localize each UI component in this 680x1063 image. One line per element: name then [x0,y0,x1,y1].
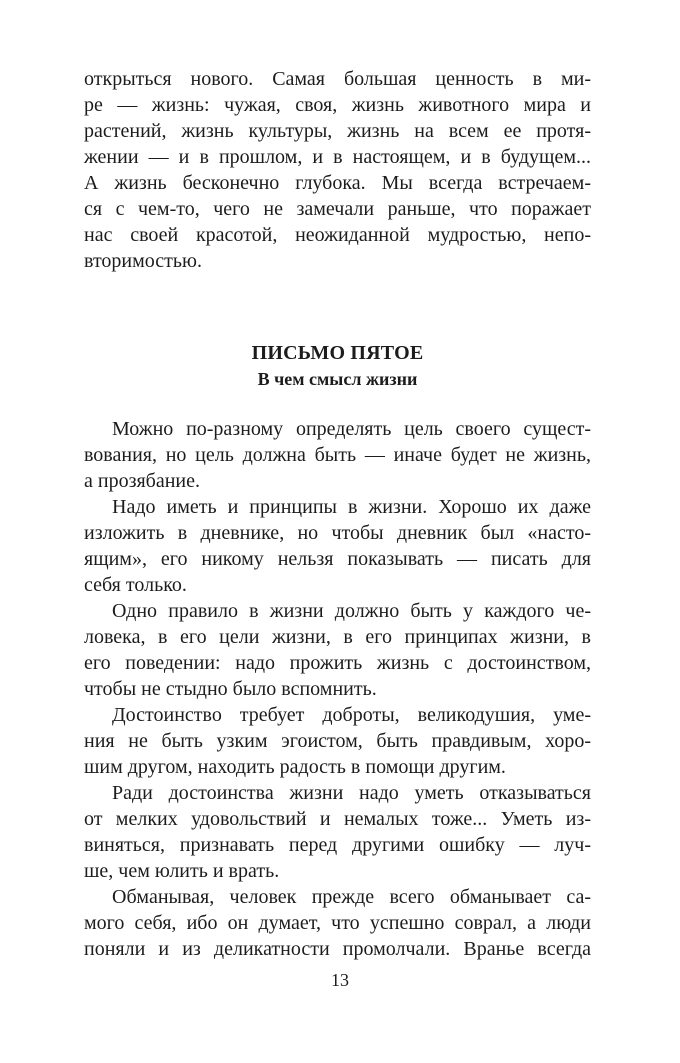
section-spacer [84,392,591,416]
section-spacer [84,274,591,340]
chapter-subtitle: В чем смысл жизни [257,369,418,389]
text-line: ре — жизнь: чужая, своя, жизнь животного мира и [84,94,591,116]
book-page [84,66,591,962]
text-line: его поведении: надо прожить жизнь с достоинством, [84,652,591,674]
text-line: ния не быть узким эгоистом, быть правдивым, хоро- [84,730,591,752]
paragraph [84,416,591,494]
text-line: Ради достоинства жизни надо уметь отказываться [112,782,591,804]
text-line: а прозябание. [84,470,201,492]
text-line: виняться, признавать перед другими ошибку — луч- [84,834,591,856]
text-line: А жизнь бесконечно глубока. Мы всегда встречаем- [84,172,591,194]
text-line: открыться нового. Самая большая ценность в ми- [84,68,591,90]
text-line: изложить в дневнике, но чтобы дневник был «насто- [84,522,591,544]
paragraph [84,598,591,702]
text-line: ящим», его никому нельзя показывать — писать для [84,548,591,570]
text-line: себя только. [84,574,187,596]
paragraph [84,494,591,598]
page-number: 13 [331,970,349,990]
text-line: поняли и из деликатности промолчали. Вранье всегда [84,938,591,960]
text-line: мого себя, ибо он думает, что успешно соврал, а люди [84,912,591,934]
text-line: шим другом, находить радость в помощи другим. [84,756,506,778]
text-line: ше, чем юлить и врать. [84,860,280,882]
text-line: ся с чем-то, чего не замечали раньше, что поражает [84,198,591,220]
text-line: ловека, в его цели жизни, в его принципах жизни, в [84,626,591,648]
text-line: нас своей красотой, неожиданной мудростью, непо- [84,224,591,246]
text-line: растений, жизнь культуры, жизнь на всем ее протя- [84,120,591,142]
chapter-title: ПИСЬМО ПЯТОЕ [251,342,424,364]
paragraph [84,702,591,780]
text-line: Обманывая, человек прежде всего обманывает са- [112,886,591,908]
paragraph [84,780,591,884]
paragraph [84,884,591,962]
text-line: вования, но цель должна быть — иначе будет не жизнь, [84,444,591,466]
text-line: вторимостью. [84,250,202,272]
text-line: Достоинство требует доброты, великодушия, уме- [112,704,591,726]
text-line: Надо иметь и принципы в жизни. Хорошо их даже [112,496,591,518]
text-line: жении — и в прошлом, и в настоящем, и в будущем... [84,146,591,168]
intro-paragraph [84,66,591,274]
text-line: Одно правило в жизни должно быть у каждого че- [112,600,591,622]
text-line: от мелких удовольствий и немалых тоже... Уметь из- [84,808,591,830]
text-line: чтобы не стыдно было вспомнить. [84,678,377,700]
text-line: Можно по-разному определять цель своего сущест- [112,418,591,440]
